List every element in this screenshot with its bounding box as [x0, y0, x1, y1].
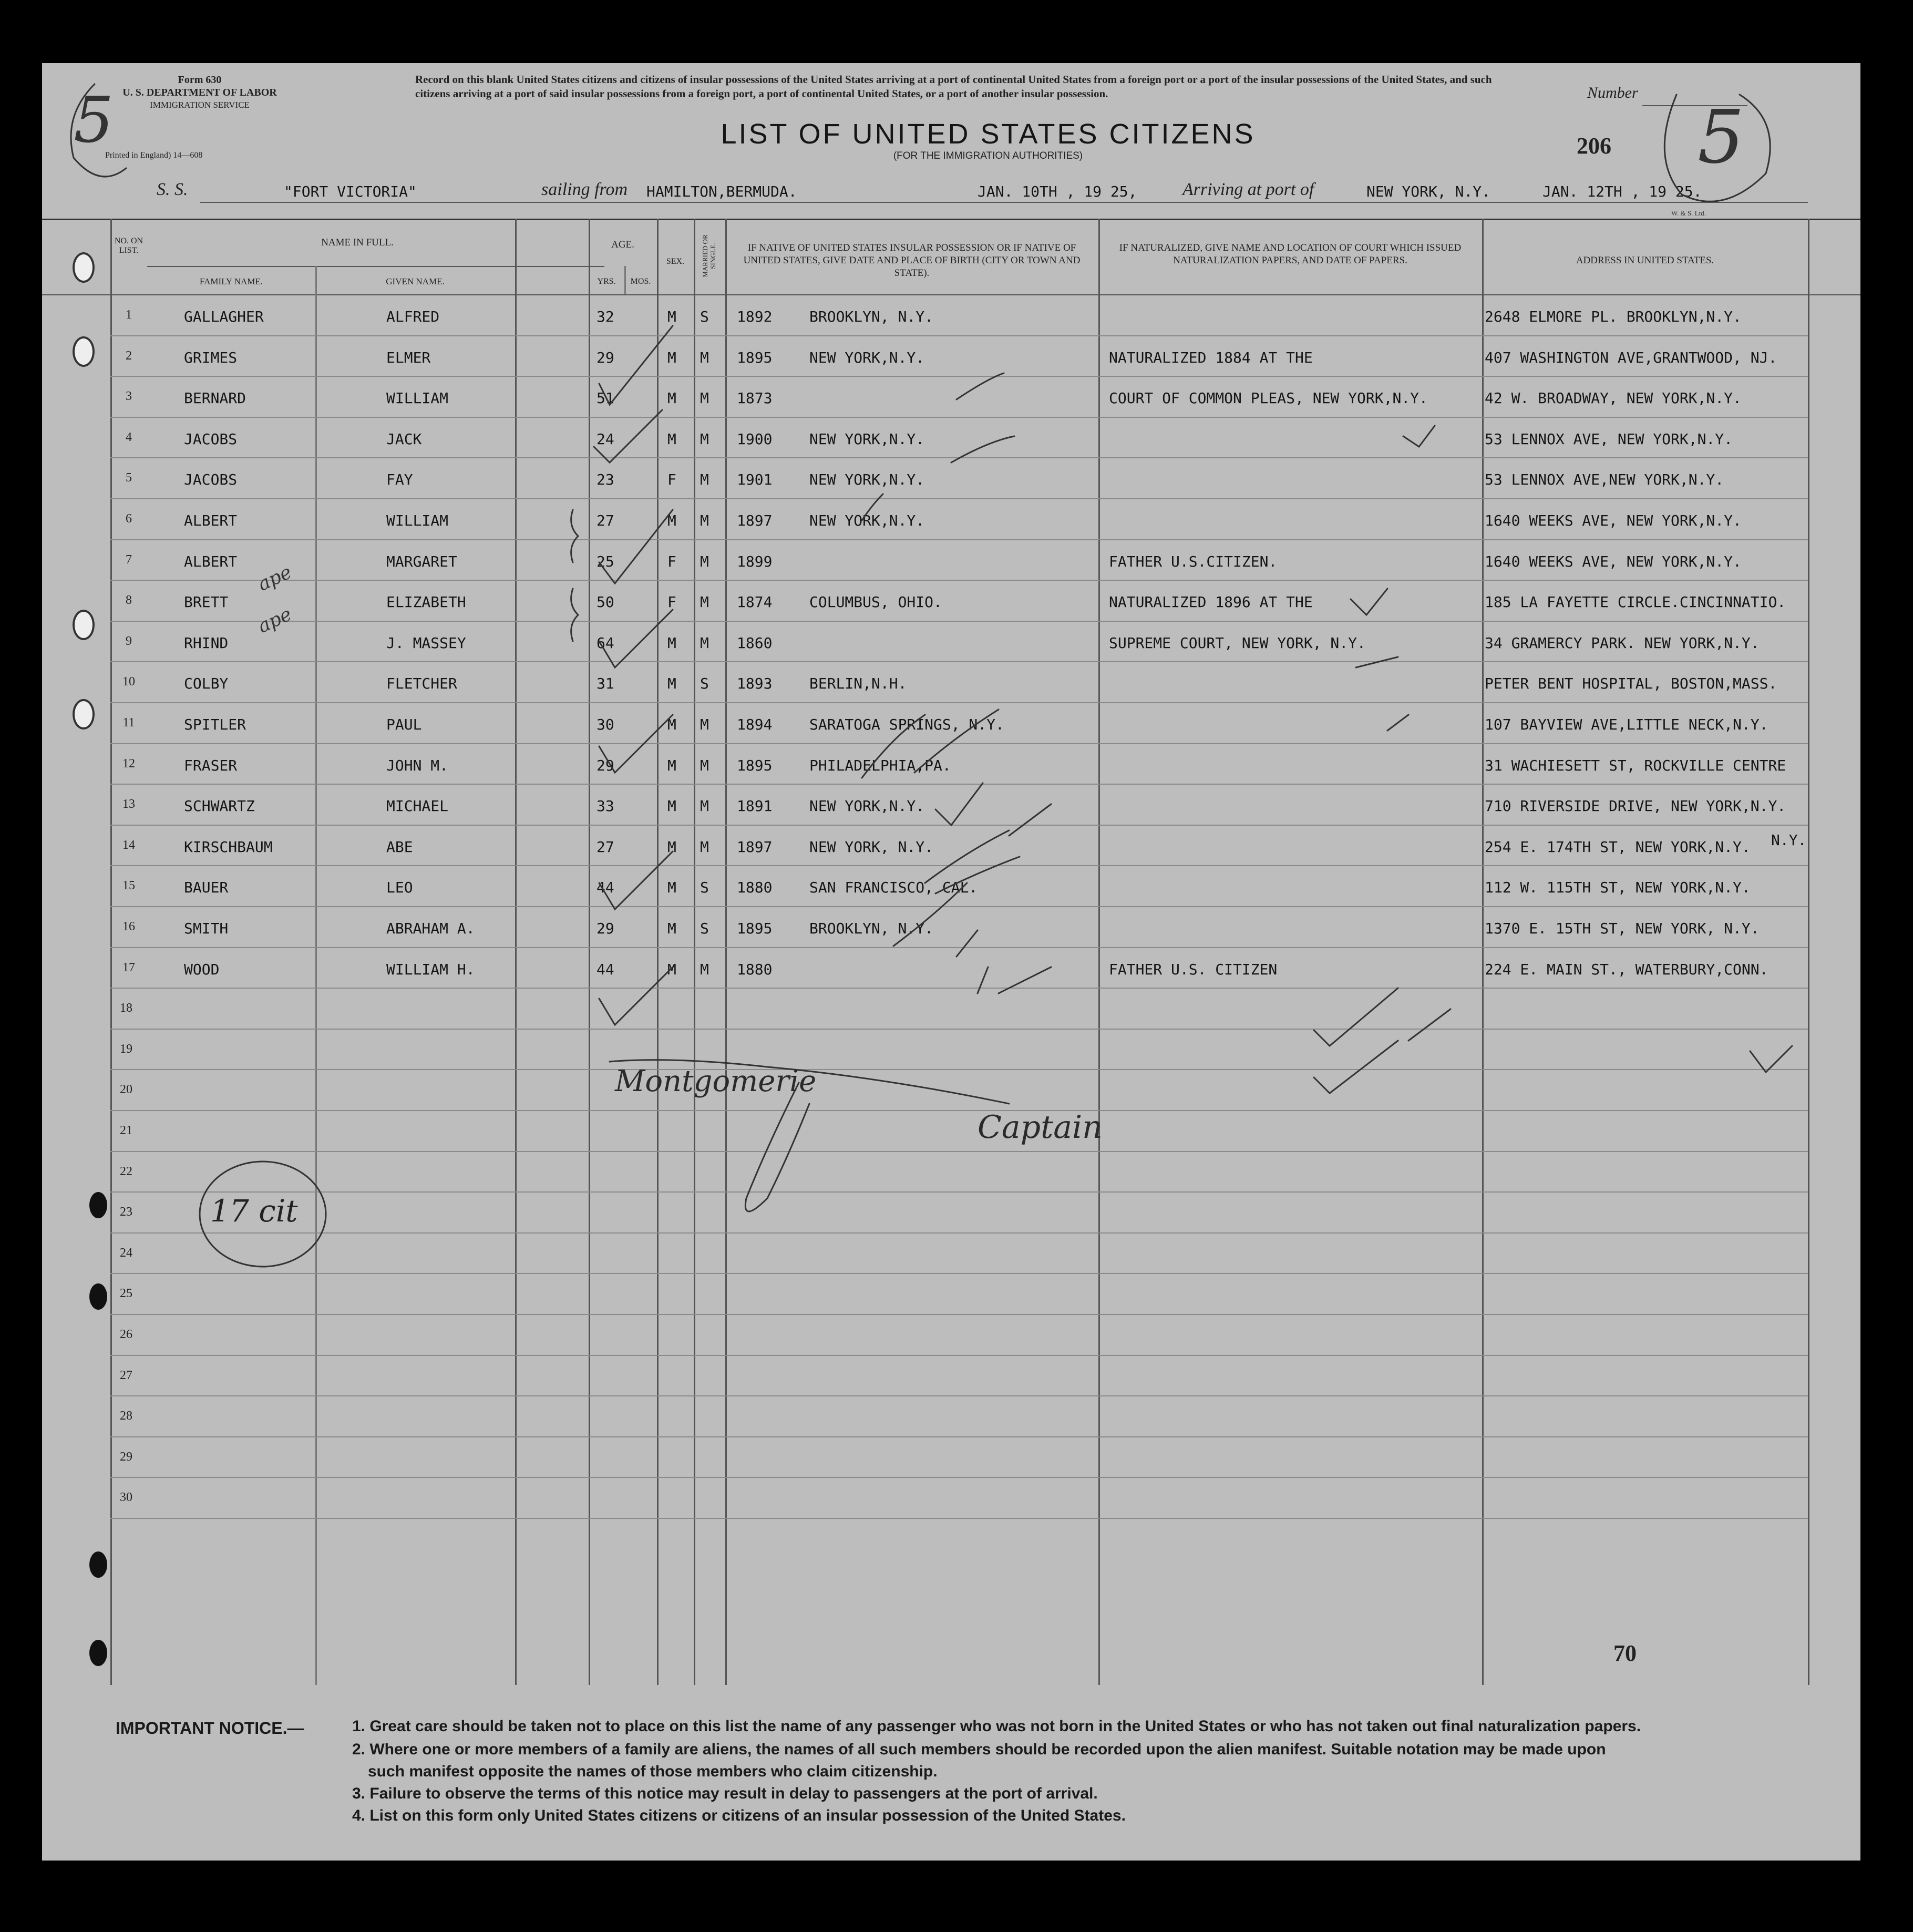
cell-given: J. MASSEY: [386, 634, 466, 652]
top-right-handwritten-number: 5: [1698, 95, 1745, 180]
circled-note: 17 cit: [210, 1193, 298, 1229]
header-naturalized: IF NATURALIZED, GIVE NAME AND LOCATION OF COURT WHICH ISSUED NATURALIZATION PAPERS, AND DATE OF PAPERS.: [1119, 242, 1462, 266]
cell-family: RHIND: [184, 634, 229, 652]
checkmark: [1403, 426, 1435, 447]
header-yrs: YRS.: [597, 277, 616, 286]
notice-item-3: 3. Failure to observe the terms of this notice may result in delay to passengers at the port of arrival.: [352, 1785, 1098, 1802]
cell-no: 14: [122, 838, 135, 852]
handwritten-marks: [42, 63, 1860, 1861]
cell-sex: M: [667, 430, 676, 448]
empty-row-number: 19: [120, 1042, 132, 1056]
page-title: LIST OF UNITED STATES CITIZENS: [721, 118, 1256, 150]
cell-family: SMITH: [184, 920, 229, 937]
cell-year: 1895: [737, 756, 773, 774]
pen-stroke: [1356, 657, 1398, 667]
header-given-name: GIVEN NAME.: [386, 276, 445, 286]
pen-stroke: [893, 883, 967, 946]
cell-no: 1: [126, 308, 132, 322]
number-value: 206: [1577, 133, 1611, 159]
cell-sex: M: [667, 675, 676, 693]
address-continuation: N.Y.: [1771, 831, 1807, 849]
cell-address: 407 WASHINGTON AVE,GRANTWOOD, NJ.: [1485, 348, 1777, 366]
cell-year: 1880: [737, 960, 773, 978]
header-no: NO. ON LIST.: [114, 237, 143, 255]
cell-family: ALBERT: [184, 512, 238, 529]
cell-address: 42 W. BROADWAY, NEW YORK,N.Y.: [1485, 389, 1742, 407]
cell-ms: S: [700, 879, 709, 897]
cell-ms: M: [700, 593, 709, 611]
cell-family: SCHWARTZ: [184, 797, 255, 815]
cell-year: 1873: [737, 389, 773, 407]
cell-address: 254 E. 174TH ST, NEW YORK,N.Y.: [1485, 838, 1751, 856]
pen-stroke: [1387, 715, 1408, 731]
cell-address: 34 GRAMERCY PARK. NEW YORK,N.Y.: [1485, 634, 1760, 652]
cell-family: FRASER: [184, 756, 238, 774]
binder-hole: [73, 699, 95, 729]
cell-address: 53 LENNOX AVE, NEW YORK,N.Y.: [1485, 430, 1733, 448]
cell-sex: M: [667, 512, 676, 529]
pen-stroke: [956, 930, 978, 957]
cell-sex: M: [667, 879, 676, 897]
cell-age: 29: [596, 920, 614, 937]
cell-year: 1874: [737, 593, 773, 611]
departure-port: HAMILTON,BERMUDA.: [646, 183, 797, 200]
cell-given: WILLIAM: [386, 389, 449, 407]
cell-family: COLBY: [184, 675, 229, 693]
top-left-handwritten-number: 5: [74, 84, 114, 157]
cell-ms: M: [700, 512, 709, 529]
cell-no: 9: [126, 634, 132, 648]
cell-address: 107 BAYVIEW AVE,LITTLE NECK,N.Y.: [1485, 716, 1768, 733]
cell-age: 33: [596, 797, 614, 815]
form-number: Form 630: [178, 74, 222, 86]
cell-nat: SUPREME COURT, NEW YORK, N.Y.: [1109, 634, 1366, 652]
binder-hole: [89, 1551, 107, 1578]
cell-family: WOOD: [184, 960, 220, 978]
cell-no: 16: [122, 920, 135, 933]
cell-no: 13: [122, 797, 135, 811]
header-family-name: FAMILY NAME.: [199, 276, 263, 286]
cell-age: 27: [596, 512, 614, 529]
cell-year: 1880: [737, 879, 773, 897]
pen-stroke: [1408, 1009, 1451, 1041]
pen-stroke: [951, 436, 1014, 463]
cell-place: NEW YORK,N.Y.: [809, 430, 925, 448]
cell-address: 1370 E. 15TH ST, NEW YORK, N.Y.: [1485, 920, 1760, 937]
cell-age: 44: [596, 879, 614, 897]
cell-family: BAUER: [184, 879, 229, 897]
cell-year: 1894: [737, 716, 773, 733]
pen-stroke: [999, 967, 1051, 993]
cell-no: 10: [122, 675, 135, 689]
arrival-date: JAN. 12TH , 19 25.: [1542, 183, 1702, 200]
cell-year: 1860: [737, 634, 773, 652]
cell-address: 224 E. MAIN ST., WATERBURY,CONN.: [1485, 960, 1768, 978]
cell-year: 1891: [737, 797, 773, 815]
checkmark: [935, 783, 983, 825]
cell-no: 15: [122, 879, 135, 893]
binder-hole: [89, 1283, 107, 1310]
cell-address: 710 RIVERSIDE DRIVE, NEW YORK,N.Y.: [1485, 797, 1786, 815]
cell-year: 1892: [737, 308, 773, 325]
binder-hole: [73, 336, 95, 367]
cell-address: PETER BENT HOSPITAL, BOSTON,MASS.: [1485, 675, 1777, 693]
cell-address: 2648 ELMORE PL. BROOKLYN,N.Y.: [1485, 308, 1742, 325]
cell-year: 1899: [737, 552, 773, 570]
empty-row-number: 21: [120, 1124, 132, 1137]
cell-ms: S: [700, 308, 709, 325]
pen-stroke: [1009, 804, 1051, 836]
cell-year: 1893: [737, 675, 773, 693]
cell-ms: S: [700, 675, 709, 693]
cell-no: 17: [122, 960, 135, 974]
cell-place: NEW YORK, N.Y.: [809, 838, 934, 856]
binder-hole: [73, 610, 95, 640]
cell-given: PAUL: [386, 716, 422, 733]
cell-given: LEO: [386, 879, 413, 897]
margin-note: ape: [254, 561, 295, 595]
cell-year: 1900: [737, 430, 773, 448]
cell-family: BRETT: [184, 593, 229, 611]
empty-row-number: 30: [120, 1491, 132, 1505]
cell-address: 53 LENNOX AVE,NEW YORK,N.Y.: [1485, 471, 1724, 489]
empty-row-number: 24: [120, 1246, 132, 1260]
cell-given: ELIZABETH: [386, 593, 466, 611]
cell-ms: M: [700, 389, 709, 407]
cell-sex: M: [667, 634, 676, 652]
cell-age: 23: [596, 471, 614, 489]
cell-address: 1640 WEEKS AVE, NEW YORK,N.Y.: [1485, 552, 1742, 570]
cell-no: 4: [126, 430, 132, 444]
pen-stroke: [956, 373, 1004, 399]
cell-nat: FATHER U.S. CITIZEN: [1109, 960, 1278, 978]
cell-given: FLETCHER: [386, 675, 457, 693]
cell-place: SAN FRANCISCO, CAL.: [809, 879, 978, 897]
cell-age: 64: [596, 634, 614, 652]
service: IMMIGRATION SERVICE: [150, 100, 250, 110]
cell-given: ELMER: [386, 348, 431, 366]
header-mos: MOS.: [630, 277, 651, 286]
cell-age: 44: [596, 960, 614, 978]
department: U. S. DEPARTMENT OF LABOR: [122, 87, 277, 98]
empty-row-number: 25: [120, 1287, 132, 1301]
ss-label: S. S.: [157, 180, 188, 199]
cell-nat: COURT OF COMMON PLEAS, NEW YORK,N.Y.: [1109, 389, 1428, 407]
cell-sex: M: [667, 716, 676, 733]
binder-hole: [89, 1640, 107, 1666]
cell-year: 1897: [737, 838, 773, 856]
cell-given: ABE: [386, 838, 413, 856]
cell-sex: M: [667, 797, 676, 815]
cell-sex: F: [667, 471, 676, 489]
cell-no: 3: [126, 389, 132, 404]
pen-stroke: [862, 715, 925, 778]
cell-address: 112 W. 115TH ST, NEW YORK,N.Y.: [1485, 879, 1751, 897]
cell-family: JACOBS: [184, 471, 238, 489]
cell-given: MARGARET: [386, 552, 457, 570]
cell-ms: M: [700, 797, 709, 815]
cell-age: 29: [596, 348, 614, 366]
cell-ms: M: [700, 471, 709, 489]
header-address: ADDRESS IN UNITED STATES.: [1576, 255, 1714, 266]
cell-given: WILLIAM: [386, 512, 449, 529]
departure-date: JAN. 10TH , 19 25,: [978, 183, 1137, 200]
cell-ms: M: [700, 838, 709, 856]
notice-item-2-cont: such manifest opposite the names of those members who claim citizenship.: [368, 1763, 938, 1780]
binder-hole: [89, 1192, 107, 1218]
cell-ms: M: [700, 716, 709, 733]
cell-ms: M: [700, 756, 709, 774]
cell-place: BROOKLYN, N.Y.: [809, 920, 934, 937]
pen-stroke: [862, 494, 883, 520]
printed-note: Printed in England) 14—608: [105, 151, 203, 160]
cell-nat: NATURALIZED 1896 AT THE: [1109, 593, 1313, 611]
cell-no: 2: [126, 348, 132, 363]
cell-year: 1901: [737, 471, 773, 489]
cell-place: NEW YORK,N.Y.: [809, 512, 925, 529]
empty-row-number: 18: [120, 1001, 132, 1015]
cell-place: PHILADELPHIA,PA.: [809, 756, 951, 774]
cell-year: 1895: [737, 920, 773, 937]
cell-age: 32: [596, 308, 614, 325]
cell-place: NEW YORK,N.Y.: [809, 797, 925, 815]
binder-hole: [73, 252, 95, 283]
brace-mark: [571, 510, 578, 562]
cell-age: 29: [596, 756, 614, 774]
cell-address: 31 WACHIESETT ST, ROCKVILLE CENTRE: [1485, 756, 1786, 774]
page-number: 70: [1613, 1640, 1637, 1666]
cell-given: ALFRED: [386, 308, 440, 325]
cell-address: 1640 WEEKS AVE, NEW YORK,N.Y.: [1485, 512, 1742, 529]
cell-age: 24: [596, 430, 614, 448]
cell-sex: M: [667, 389, 676, 407]
header-married: MARRIED OR SINGLE.: [701, 234, 717, 278]
cell-sex: M: [667, 308, 676, 325]
cell-age: 27: [596, 838, 614, 856]
header-name-in-full: NAME IN FULL.: [321, 237, 394, 248]
notice-label: IMPORTANT NOTICE.—: [116, 1719, 304, 1738]
cell-nat: NATURALIZED 1884 AT THE: [1109, 348, 1313, 366]
header-birth: IF NATIVE OF UNITED STATES INSULAR POSSESSION OR IF NATIVE OF UNITED STATES, GIVE DATE AND PLACE OF BIRTH (CITY OR TOWN AND STATE).: [743, 242, 1081, 279]
empty-row-number: 28: [120, 1409, 132, 1423]
cell-sex: M: [667, 756, 676, 774]
cell-sex: M: [667, 960, 676, 978]
cell-place: NEW YORK,N.Y.: [809, 348, 925, 366]
cell-sex: M: [667, 838, 676, 856]
notice-item-4: 4. List on this form only United States citizens or citizens of an insular possession of the United States.: [352, 1807, 1126, 1824]
cell-nat: FATHER U.S.CITIZEN.: [1109, 552, 1278, 570]
cell-year: 1895: [737, 348, 773, 366]
cell-age: 51: [596, 389, 614, 407]
printer-mark: W. & S. Ltd.: [1671, 209, 1706, 217]
cell-given: JACK: [386, 430, 422, 448]
signature-title: Captain: [978, 1109, 1103, 1146]
brace-mark: [571, 589, 578, 641]
cell-age: 31: [596, 675, 614, 693]
cell-no: 5: [126, 471, 132, 485]
signature-name: Montgomerie: [615, 1064, 817, 1098]
cell-given: MICHAEL: [386, 797, 449, 815]
cell-ms: S: [700, 920, 709, 937]
empty-row-number: 23: [120, 1205, 132, 1219]
cell-age: 50: [596, 593, 614, 611]
checkmark: [594, 410, 662, 463]
cell-given: FAY: [386, 471, 413, 489]
number-label: Number: [1587, 84, 1638, 101]
cell-family: GALLAGHER: [184, 308, 264, 325]
cell-given: WILLIAM H.: [386, 960, 475, 978]
cell-no: 7: [126, 552, 132, 567]
cell-ms: M: [700, 430, 709, 448]
checkmark: [599, 851, 673, 909]
manifest-sheet: [42, 63, 1860, 1861]
header-age: AGE.: [611, 239, 634, 250]
cell-sex: M: [667, 348, 676, 366]
checkmark: [599, 326, 673, 405]
empty-row-number: 26: [120, 1328, 132, 1341]
checkmark: [1314, 988, 1398, 1046]
cell-place: NEW YORK,N.Y.: [809, 471, 925, 489]
checkmark: [599, 610, 673, 667]
page-subtitle: (FOR THE IMMIGRATION AUTHORITIES): [893, 150, 1083, 161]
cell-given: JOHN M.: [386, 756, 449, 774]
cell-family: JACOBS: [184, 430, 238, 448]
cell-place: BROOKLYN, N.Y.: [809, 308, 934, 325]
pen-stroke: [978, 967, 988, 993]
cell-year: 1897: [737, 512, 773, 529]
cell-age: 25: [596, 552, 614, 570]
signature-loop: [745, 1083, 809, 1211]
cell-family: ALBERT: [184, 552, 238, 570]
checkmark: [1750, 1046, 1792, 1072]
cell-sex: F: [667, 552, 676, 570]
pen-stroke: [925, 830, 1009, 883]
arriving-label: Arriving at port of: [1182, 180, 1314, 199]
cell-no: 12: [122, 756, 135, 770]
cell-sex: F: [667, 593, 676, 611]
cell-family: KIRSCHBAUM: [184, 838, 273, 856]
checkmark: [1351, 589, 1387, 615]
cell-ms: M: [700, 960, 709, 978]
cell-no: 11: [122, 716, 135, 729]
cell-place: SARATOGA SPRINGS, N.Y.: [809, 716, 1004, 733]
checkmark: [599, 510, 673, 583]
instructions: Record on this blank United States citizens and citizens of insular possessions of the United States arriving at a port of continental United States from a foreign port or a port of the insular possessions of the United States, and such citizens arriving at a port of said insular possessions from a foreign port, a port of continental United States, or a port of another insular possession.: [415, 73, 1492, 100]
cell-given: ABRAHAM A.: [386, 920, 475, 937]
notice-item-2: 2. Where one or more members of a family are aliens, the names of all such members should be recorded upon the alien manifest. Suitable notation may be made upon: [352, 1741, 1606, 1758]
empty-row-number: 29: [120, 1450, 132, 1464]
cell-sex: M: [667, 920, 676, 937]
empty-row-number: 20: [120, 1083, 132, 1097]
notice-item-1: 1. Great care should be taken not to place on this list the name of any passenger who was not born in the United States or who has not taken out final naturalization papers.: [352, 1718, 1641, 1735]
pen-stroke: [914, 710, 999, 773]
cell-family: SPITLER: [184, 716, 246, 733]
cell-place: BERLIN,N.H.: [809, 675, 907, 693]
ship-name: "FORT VICTORIA": [284, 183, 417, 200]
arrival-port: NEW YORK, N.Y.: [1366, 183, 1491, 200]
cell-no: 6: [126, 512, 132, 526]
cell-age: 30: [596, 716, 614, 733]
empty-row-number: 22: [120, 1164, 132, 1178]
margin-note: ape: [254, 603, 295, 638]
cell-ms: M: [700, 634, 709, 652]
cell-ms: M: [700, 348, 709, 366]
cell-no: 8: [126, 593, 132, 608]
cell-ms: M: [700, 552, 709, 570]
empty-row-number: 27: [120, 1368, 132, 1382]
cell-family: GRIMES: [184, 348, 238, 366]
checkmark: [599, 715, 673, 773]
pen-stroke: [935, 857, 1020, 893]
cell-family: BERNARD: [184, 389, 246, 407]
cell-place: COLUMBUS, OHIO.: [809, 593, 942, 611]
checkmark: [1314, 1041, 1398, 1093]
cell-address: 185 LA FAYETTE CIRCLE.CINCINNATIO.: [1485, 593, 1786, 611]
checkmark: [599, 967, 673, 1025]
sailing-label: sailing from: [541, 180, 628, 199]
header-sex: SEX.: [666, 257, 685, 266]
